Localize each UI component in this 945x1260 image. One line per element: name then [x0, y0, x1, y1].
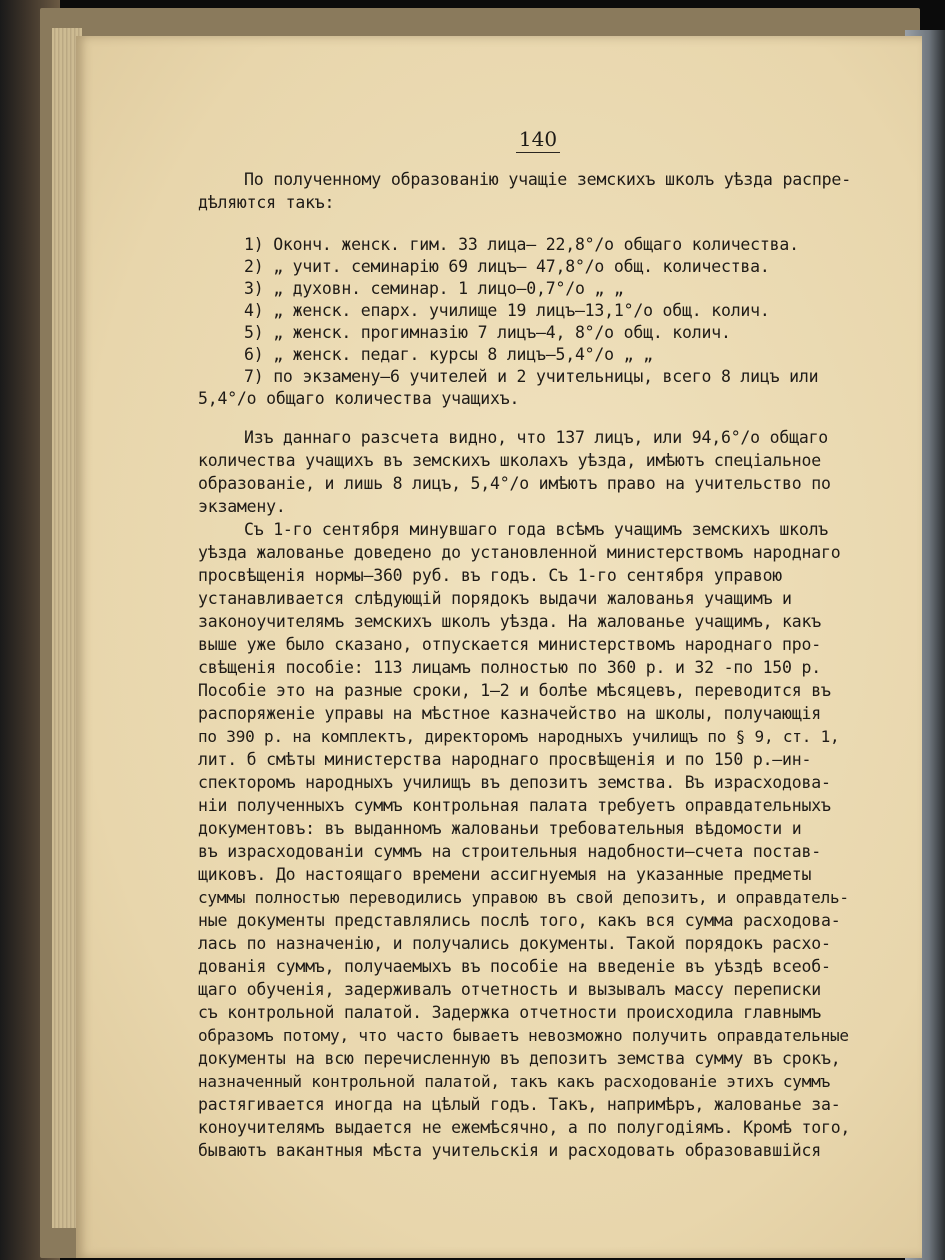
paragraph-line: образованіе, и лишь 8 лицъ, 5,4°/о имѣютъ право на учительство по — [198, 474, 831, 493]
paragraph-line: растягивается иногда на цѣлый годъ. Такъ, напримѣръ, жалованье за- — [198, 1095, 841, 1114]
paragraph-line: просвѣщенія нормы—360 руб. въ годъ. Съ 1-го сентября управою — [198, 566, 783, 585]
paragraph-line: образомъ потому, что часто бываетъ невозможно получить оправдательные — [198, 1026, 849, 1045]
paragraph-line: съ контрольной палатой. Задержка отчетности происходила главнымъ — [198, 1003, 821, 1022]
paragraph-line: документы на всю перечисленную въ депозитъ земства сумму въ срокъ, — [198, 1049, 841, 1068]
paragraph-line: количества учащихъ въ земскихъ школахъ уѣзда, имѣютъ спеціальное — [198, 451, 821, 470]
paragraph-line: законоучителямъ земскихъ школъ уѣзда. На жалованье учащимъ, какъ — [198, 612, 821, 631]
paragraph-line: Изъ даннаго разсчета видно, что 137 лицъ, или 94,6°/о общаго — [244, 428, 829, 447]
paragraph-line: въ израсходованіи суммъ на строительныя надобности—счета постав- — [198, 842, 821, 861]
paragraph-line: документовъ: въ выданномъ жалованьи требовательныя вѣдомости и — [198, 819, 802, 838]
paragraph-line: устанавливается слѣдующій порядокъ выдачи жалованья учащимъ и — [198, 589, 792, 608]
paragraph-line: коноучителямъ выдается не ежемѣсячно, а по полугодіямъ. Кромѣ того, — [198, 1118, 851, 1137]
list-item: 4) „ женск. епарх. училище 19 лицъ—13,1°/о общ. колич. — [244, 301, 770, 320]
paragraph-line: по 390 р. на комплектъ, директоромъ народныхъ училищъ по § 9, ст. 1, — [198, 727, 840, 746]
paragraph-line: распоряженіе управы на мѣстное казначейство на школы, получающія — [198, 704, 821, 723]
intro-line: По полученному образованію учащіе земскихъ школъ уѣзда распре- — [244, 170, 851, 189]
intro-line: дѣляются такъ: — [198, 193, 335, 212]
paragraph-line: Пособіе это на разные сроки, 1—2 и болѣе мѣсяцевъ, переводится въ — [198, 681, 831, 700]
paragraph-line: спекторомъ народныхъ училищъ въ депозитъ земства. Въ израсходова- — [198, 773, 831, 792]
paragraph-line: лит. б смѣты министерства народнаго просвѣщенія и по 150 р.—ин- — [198, 750, 812, 769]
paragraph-line: бываютъ вакантныя мѣста учительскія и расходовать образовавшійся — [198, 1141, 821, 1160]
paragraph-line: выше уже было сказано, отпускается министерствомъ народнаго про- — [198, 635, 821, 654]
page-number: 140 — [516, 126, 560, 153]
paragraph-line: щаго обученія, задерживалъ отчетность и вызывалъ массу переписки — [198, 980, 821, 999]
list-item: 2) „ учит. семинарію 69 лицъ— 47,8°/о общ. количества. — [244, 257, 770, 276]
list-item: 5,4°/о общаго количества учащихъ. — [198, 389, 520, 408]
paragraph-line: ные документы представлялись послѣ того, какъ вся сумма расходова- — [198, 911, 841, 930]
list-item: 1) Оконч. женск. гим. 33 лица— 22,8°/о общаго количества. — [244, 235, 799, 254]
paragraph-line: уѣзда жалованье доведено до установленной министерствомъ народнаго — [198, 543, 841, 562]
list-item: 5) „ женск. прогимназію 7 лицъ—4, 8°/о общ. колич. — [244, 323, 731, 342]
list-item: 3) „ духовн. семинар. 1 лицо—0,7°/о „ „ — [244, 279, 624, 298]
paragraph-line: дованія суммъ, получаемыхъ въ пособіе на введеніе въ уѣздѣ всеоб- — [198, 957, 831, 976]
paragraph-line: ніи полученныхъ суммъ контрольная палата требуетъ оправдательныхъ — [198, 796, 831, 815]
paragraph-line: свѣщенія пособіе: 113 лицамъ полностью по 360 р. и 32 -по 150 р. — [198, 658, 821, 677]
paragraph-line: Съ 1-го сентября минувшаго года всѣмъ учащимъ земскихъ школъ — [244, 520, 829, 539]
paragraph-line: лась по назначенію, и получались документы. Такой порядокъ расхо- — [198, 934, 831, 953]
paragraph-line: экзамену. — [198, 497, 286, 516]
paragraph-line: суммы полностью переводились управою въ свой депозитъ, и оправдатель- — [198, 888, 849, 907]
paragraph-line: назначенный контрольной палатой, такъ какъ расходованіе этихъ суммъ — [198, 1072, 830, 1091]
list-item: 6) „ женск. педаг. курсы 8 лицъ—5,4°/о „ „ — [244, 345, 653, 364]
list-item: 7) по экзамену—6 учителей и 2 учительницы, всего 8 лицъ или — [244, 367, 819, 386]
paragraph-line: щиковъ. До настоящаго времени ассигнуемыя на указанные предметы — [198, 865, 812, 884]
